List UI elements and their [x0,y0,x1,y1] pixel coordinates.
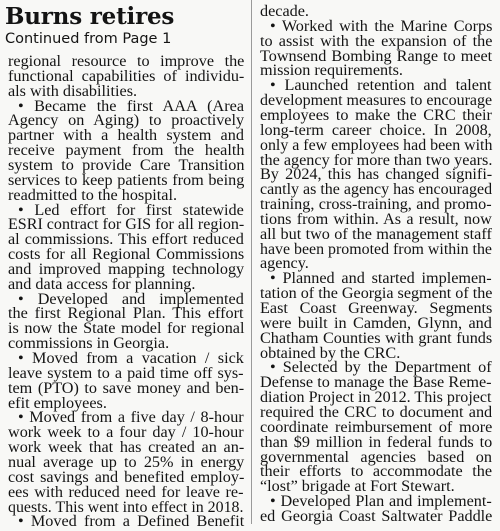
text-line: “lost” brigade at Fort Stewart. [260,477,455,496]
text-line: • Became the first AAA (Area [18,96,245,115]
text-line: • Launched retention and talent [270,76,492,95]
text-line: Agency on Aging) to proactively [8,111,245,130]
text-line: coordinate reimbursement of more [260,417,493,436]
text-line: • Worked with the Marine Corps [270,16,493,35]
text-line: ees with reduced need for leave re- [8,482,244,501]
text-line: readmitted to the hospital. [8,185,178,204]
text-line: is now the State model for regional [8,319,245,338]
text-line: were built in Camden, Glynn, and [260,313,492,332]
text-line: costs for all Regional Commissions [8,245,245,264]
text-line: only a few employees had been with [260,135,493,154]
text-line: leave system to a paid time off sys- [8,363,244,382]
text-line: work week that has created an an- [8,438,245,457]
column-divider [251,0,252,524]
text-line: the agency for more than two years. [260,150,493,169]
text-line: commissions in Georgia. [8,334,170,353]
text-line: quests. This went into effect in 2018. [8,497,244,516]
text-line: • Moved from a vacation / sick [18,349,244,367]
text-line: tions from within. As a result, now [260,209,492,228]
text-line: • Selected by the Department of [270,358,492,377]
text-line: system to provide Care Transition [8,155,245,174]
text-line: and data access for planning. [8,274,196,293]
text-line: ESRI contract for GIS for all region- [8,215,245,234]
text-line: partner with a health system and [8,126,244,145]
text-line: to assist with the expansion of the [260,31,493,50]
text-line: governmental agencies based on [260,447,492,466]
text-line: training, cross-training, and promo- [260,195,492,214]
text-line: Chatham Counties with grant funds [260,328,493,347]
text-line: cost savings and benefited employ- [8,467,245,486]
text-line: receive payment from the health [8,141,245,160]
text-line: als with disabilities. [8,81,138,100]
text-line: • Led effort for first statewide [18,200,244,219]
text-line: have been promoted from within the [260,239,492,258]
text-line: nual average up to 25% in energy [8,452,245,471]
text-line: development measures to encourage [260,91,493,110]
text-line: agency. [260,254,309,273]
text-line: required the CRC to document and [260,402,493,421]
text-line: the first Regional Plan. This effort [8,304,244,323]
text-line: • Moved from a five day / 8-hour [18,408,244,427]
text-line: Townsend Bombing Range to meet [260,46,493,65]
text-line: long-term career choice. In 2008, [260,120,492,139]
text-line: decade. [260,2,309,20]
text-line: diation Project in 2012. This project [260,388,492,407]
text-line: cantly as the agency has encouraged [260,180,493,199]
subhead-continued: Continued from Page 1 [5,31,172,47]
text-line: work week to a four day / 10-hour [8,423,244,442]
text-line: • Developed and implemented [18,289,244,308]
text-line: Defense to manage the Base Reme- [260,373,492,392]
text-line: ed Georgia Coast Saltwater Paddle [260,506,493,525]
text-line: functional capabilities of individu- [8,66,245,85]
headline: Burns retires [5,3,175,30]
text-line: By 2024, this has changed signifi- [260,165,493,184]
text-line: and improved mapping technology [8,259,245,278]
text-line: employees to make the CRC their [260,105,492,124]
text-line: • Moved from a Defined Benefit [18,512,245,531]
text-line: tation of the Georgia segment of the [260,284,493,303]
text-line: obtained by the CRC. [260,343,401,362]
text-line: than $9 million in federal funds to [260,432,493,451]
text-line: efit employees. [8,393,107,412]
text-line: mission requirements. [260,61,403,80]
text-line: • Developed Plan and implement- [270,492,492,511]
text-line: regional resource to improve the [8,52,245,70]
text-line: • Planned and started implemen- [270,269,492,288]
text-line: East Coast Greenway. Segments [260,299,493,317]
text-line: their efforts to accommodate the [260,462,493,481]
text-line: tem (PTO) to save money and ben- [8,378,245,397]
text-line: al commissions. This effort reduced [8,230,244,249]
text-line: services to keep patients from being [8,170,245,189]
text-line: all but two of the management staff [260,224,492,243]
